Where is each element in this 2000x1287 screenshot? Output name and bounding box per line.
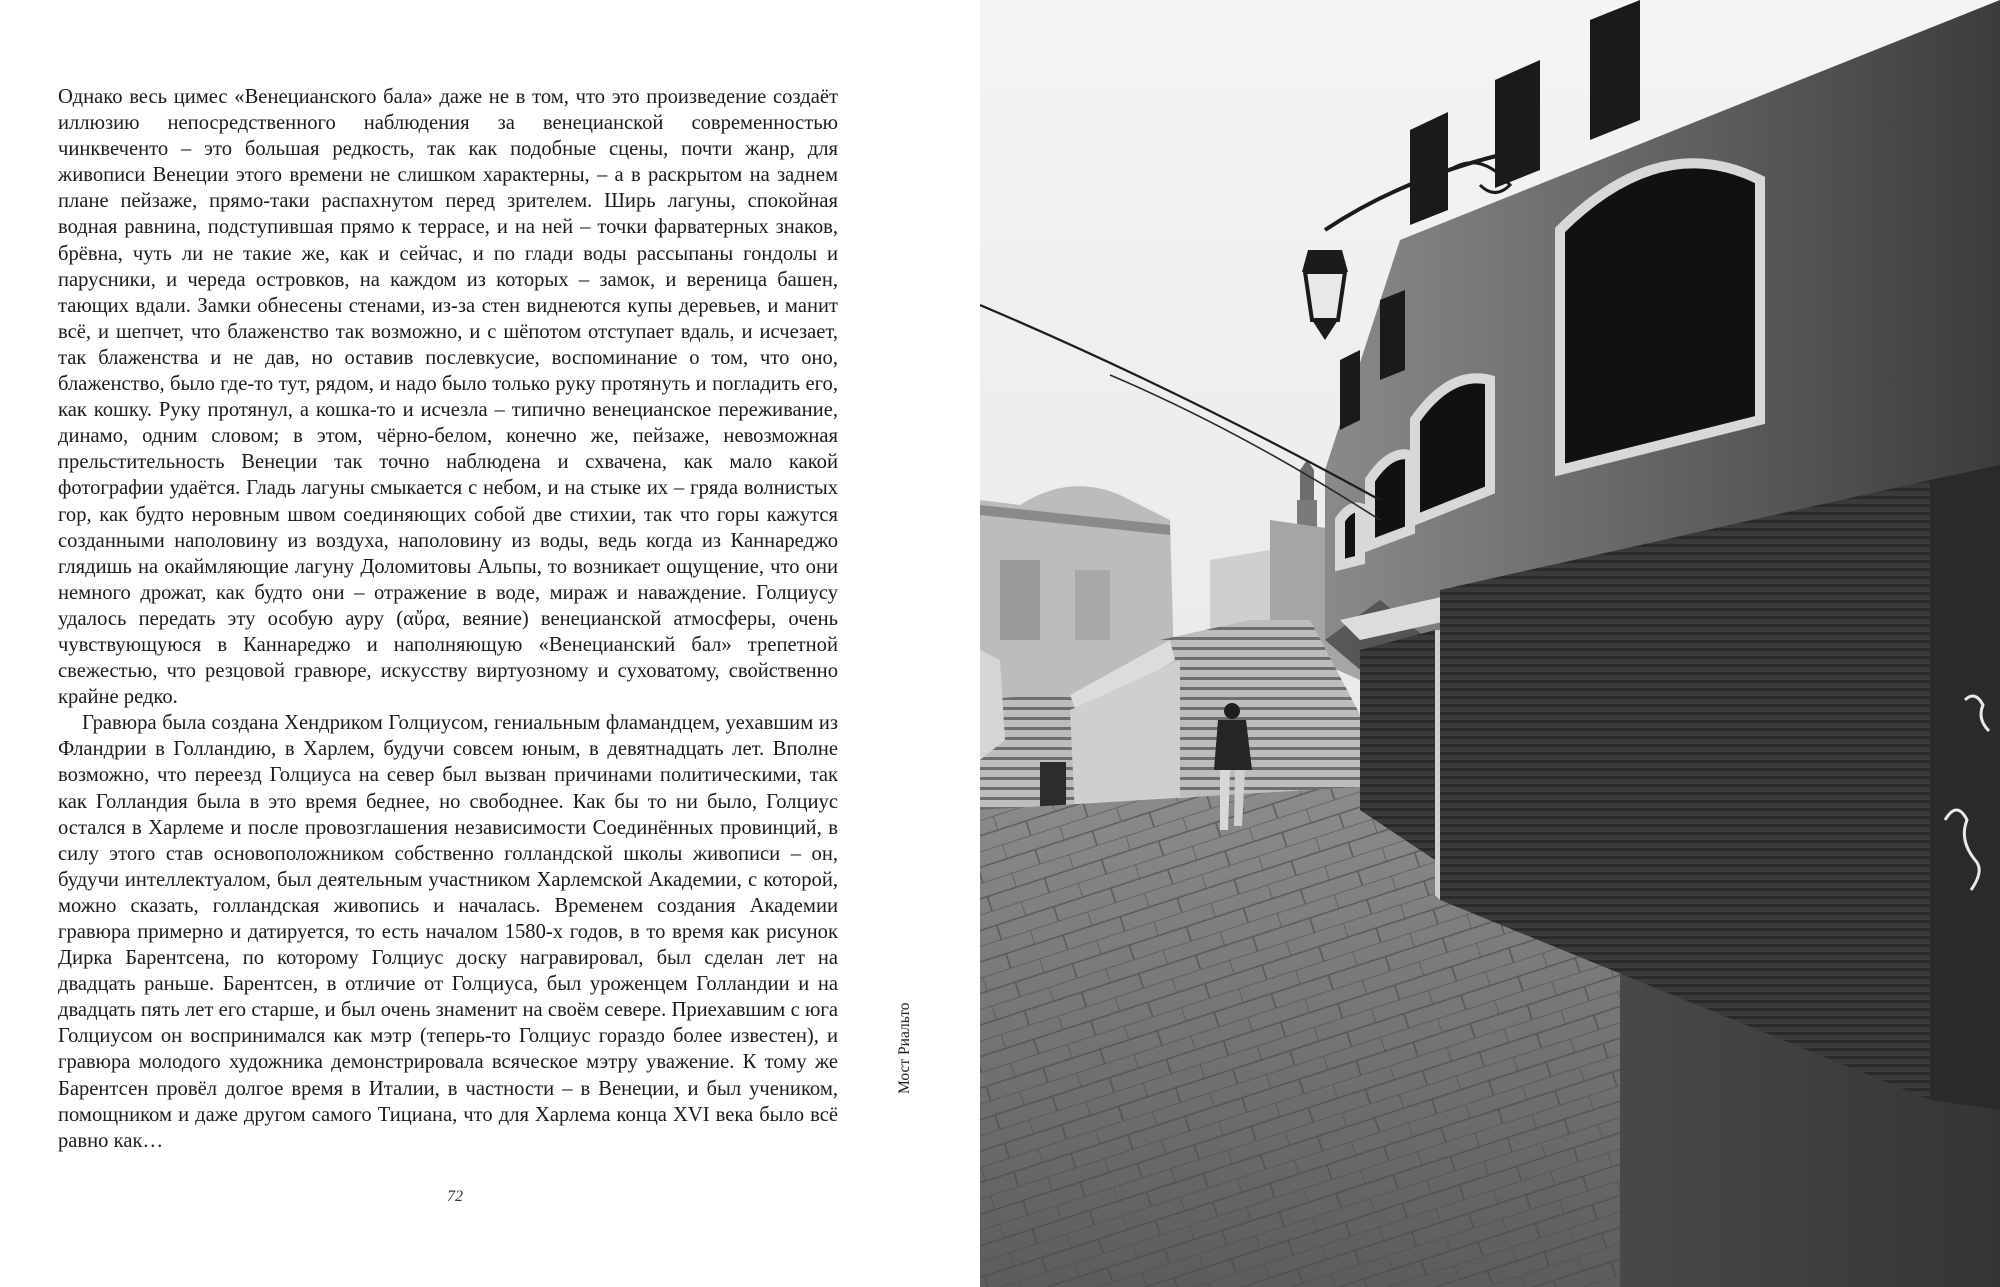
body-text-column [58, 84, 838, 1154]
trash-bin [1040, 762, 1066, 808]
photo-caption: Мост Риальто [896, 1002, 913, 1094]
page-number: 72 [447, 1188, 463, 1205]
paragraph-2: Гравюра была создана Хендриком Голциусом, гениальным фламандцем, уехавшим из Фландрии в Голландию, в Харлем, будучи совсем юным, в девятнадцать лет. Вполне возможно, что переезд Голциуса на север был вызван причинами политическими, так как Голландия была в это время беднее, но свободнее. Как бы то ни было, Голциус остался в Харлеме и после провозглашения независимости Соединённых провинций, в силу этого став основоположником собственно голландской школы живописи – он, будучи интеллектуалом, был деятельным участником Харлемской Академии, с которой, можно сказать, голландская живопись и началась. Временем создания Академии гравюра примерно и датируется, то есть началом 1580-х годов, в то время как рисунок Дирка Барентсена, по которому Голциус доску награвировал, был сделан лет на двадцать раньше. Барентсен, в отличие от Голциуса, был уроженцем Голландии и на двадцать пять лет его старше, и был очень знаменит на своём севере. Приехавшим с юга Голциусом он воспринимался как мэтр (теперь-то Голциус гораздо более известен), и гравюра молодого художника демонстрировала всяческое мэтру уважение. К тому же Барентсен провёл долгое время в Италии, в частности – в Венеции, и был учеником, помощником и даже другом самого Тициана, что для Харлема конца XVI века было всё равно как… [58, 712, 838, 1152]
paragraph-1: Однако весь цимес «Венецианского бала» даже не в том, что это произведение создаёт иллюзию непосредственного наблюдения за венецианской современностью чинквеченто – это большая редкость, так как подобные сцены, почти жанр, для живописи Венеции этого времени не слишком характерны, – а в раскрытом на заднем плане пейзаже, прямо-таки распахнутом перед зрителем. Ширь лагуны, спокойная водная равнина, подступившая прямо к террасе, и на ней – точки фарватерных знаков, брёвна, чуть ли не такие же, как и сейчас, и по глади воды рассыпаны гондолы и парусники, и череда островков, на каждом из которых – замок, и вереница башен, тающих вдали. Замки обнесены стенами, из-за стен виднеются купы деревьев, и манит всё, и шепчет, что блаженство так возможно, и с шёпотом отступает вдаль, и исчезает, так блаженства и не дав, но оставив послевкусие, воспоминание о том, что оно, блаженство, было где-то тут, рядом, и надо было только руку протянуть и погладить его, как кошку. Руку протянул, а кошка-то и исчезла – типично венецианское переживание, динамо, одним словом; в этом, чёрно-белом, конечно же, пейзаже, невозможная прельстительность Венеции так точно наблюдена и схвачена, как мало какой фотографии удаётся. Гладь лагуны смыкается с небом, и на стыке их – гряда волнистых гор, как будто неровным швом соединяющих собой две стихии, так что горы кажутся созданными наполовину из воздуха, наполовину из воды, ведь когда из Каннареджо глядишь на окаймляющие лагуну Доломитовы Альпы, то возникает ощущение, что они немного дрожат, как будто они – отражение в воде, мираж и наваждение. Голциусу удалось передать эту особую ауру (αὔρα, веяние) венецианской атмосферы, очень чувствующуюся в Каннареджо и наполняющую «Венецианский бал» трепетной свежестью, что резцовой гравюре, искусству виртуозному и суховатому, свойственно крайне редко. [58, 86, 838, 709]
rialto-bridge-photo [980, 0, 2000, 1287]
photo-illustration [980, 0, 2000, 1287]
